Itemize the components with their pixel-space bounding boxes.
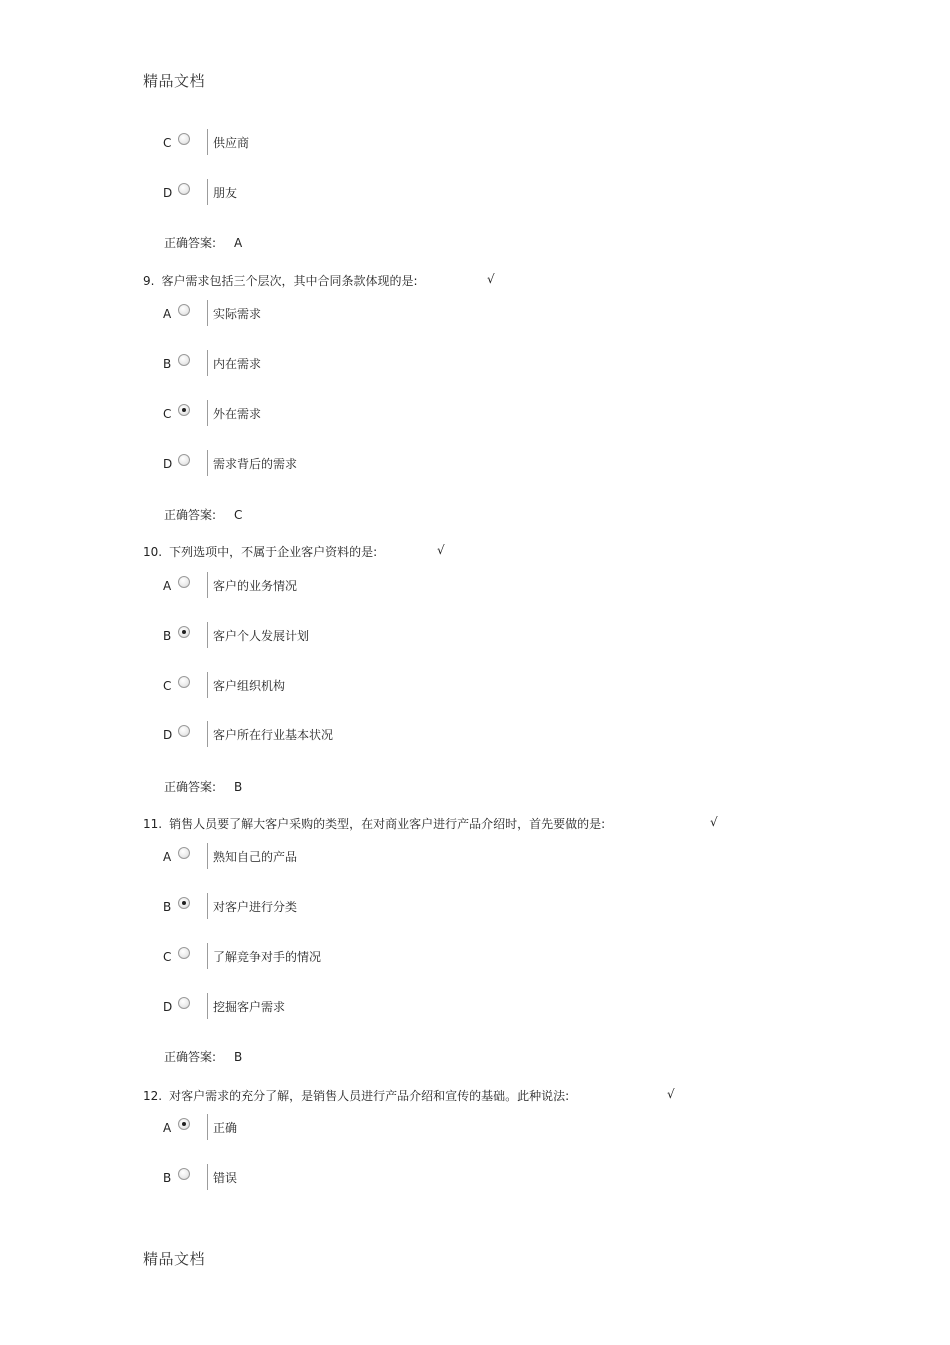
option-divider xyxy=(207,450,208,476)
option-divider xyxy=(207,993,208,1019)
question-number: 11. xyxy=(143,817,163,831)
radio-button[interactable] xyxy=(178,997,190,1009)
option-row[interactable] xyxy=(162,993,562,1019)
option-text: 挖掘客户需求 xyxy=(213,1000,286,1014)
radio-button[interactable] xyxy=(178,847,190,859)
radio-button[interactable] xyxy=(178,725,190,737)
option-text: 错误 xyxy=(213,1171,238,1185)
radio-button[interactable] xyxy=(178,304,190,316)
option-divider xyxy=(207,672,208,698)
option-text: 外在需求 xyxy=(213,407,262,421)
option-row[interactable] xyxy=(162,893,562,919)
radio-button[interactable] xyxy=(178,947,190,959)
option-divider xyxy=(207,1164,208,1190)
option-row[interactable] xyxy=(162,129,562,155)
option-divider xyxy=(207,179,208,205)
option-text: 客户的业务情况 xyxy=(213,579,298,593)
question-text: 销售人员要了解大客户采购的类型，在对商业客户进行产品介绍时，首先要做的是: xyxy=(169,817,606,831)
option-text: 客户个人发展计划 xyxy=(213,629,310,643)
check-mark: √ xyxy=(437,543,445,557)
option-text: 对客户进行分类 xyxy=(213,900,298,914)
option-letter: C xyxy=(163,950,172,964)
question-number: 10. xyxy=(143,545,163,559)
radio-button[interactable] xyxy=(178,1168,190,1180)
option-row[interactable] xyxy=(162,300,562,326)
option-row[interactable] xyxy=(162,1114,562,1140)
question-text: 下列选项中，不属于企业客户资料的是: xyxy=(169,545,378,559)
option-letter: B xyxy=(163,629,172,643)
option-text: 内在需求 xyxy=(213,357,262,371)
answer-label: 正确答案: xyxy=(164,508,217,522)
option-row[interactable] xyxy=(162,350,562,376)
radio-button[interactable] xyxy=(178,576,190,588)
option-text: 正确 xyxy=(213,1121,238,1135)
option-letter: A xyxy=(163,307,172,321)
question-text: 对客户需求的充分了解，是销售人员进行产品介绍和宣传的基础。此种说法: xyxy=(169,1089,570,1103)
option-text: 了解竞争对手的情况 xyxy=(213,950,322,964)
question-title xyxy=(143,543,377,560)
answer-label: 正确答案: xyxy=(164,1050,217,1064)
radio-button[interactable] xyxy=(178,454,190,466)
check-mark: √ xyxy=(667,1087,675,1101)
radio-button-selected[interactable] xyxy=(178,626,190,638)
option-row[interactable] xyxy=(162,622,562,648)
option-row[interactable] xyxy=(162,450,562,476)
check-mark: √ xyxy=(710,815,718,829)
question-text: 客户需求包括三个层次，其中合同条款体现的是: xyxy=(161,274,418,288)
radio-button[interactable] xyxy=(178,354,190,366)
radio-button[interactable] xyxy=(178,676,190,688)
option-letter: B xyxy=(163,900,172,914)
option-divider xyxy=(207,843,208,869)
option-divider xyxy=(207,350,208,376)
question-title xyxy=(143,1087,569,1104)
option-divider xyxy=(207,300,208,326)
option-divider xyxy=(207,1114,208,1140)
answer-value: B xyxy=(234,1050,243,1064)
option-letter: B xyxy=(163,357,172,371)
question-number: 9. xyxy=(143,274,155,288)
radio-button[interactable] xyxy=(178,133,190,145)
option-divider xyxy=(207,129,208,155)
option-text: 客户所在行业基本状况 xyxy=(213,728,334,742)
option-divider xyxy=(207,400,208,426)
question-title xyxy=(143,815,605,832)
correct-answer xyxy=(164,778,242,795)
option-letter: C xyxy=(163,136,172,150)
option-row[interactable] xyxy=(162,400,562,426)
option-letter: C xyxy=(163,407,172,421)
radio-button-selected[interactable] xyxy=(178,897,190,909)
watermark-top: 精品文档 xyxy=(143,72,206,90)
option-divider xyxy=(207,893,208,919)
option-row[interactable] xyxy=(162,943,562,969)
option-letter: A xyxy=(163,579,172,593)
answer-value: B xyxy=(234,780,243,794)
watermark-bottom: 精品文档 xyxy=(143,1250,206,1268)
option-text: 朋友 xyxy=(213,186,238,200)
answer-label: 正确答案: xyxy=(164,780,217,794)
option-divider xyxy=(207,572,208,598)
option-divider xyxy=(207,943,208,969)
option-letter: A xyxy=(163,850,172,864)
option-text: 实际需求 xyxy=(213,307,262,321)
question-title xyxy=(143,272,418,289)
radio-button-selected[interactable] xyxy=(178,404,190,416)
option-row[interactable] xyxy=(162,179,562,205)
option-letter: D xyxy=(163,1000,173,1014)
option-row[interactable] xyxy=(162,572,562,598)
option-divider xyxy=(207,622,208,648)
option-letter: D xyxy=(163,728,173,742)
question-number: 12. xyxy=(143,1089,163,1103)
option-letter: A xyxy=(163,1121,172,1135)
radio-button-selected[interactable] xyxy=(178,1118,190,1130)
correct-answer xyxy=(164,1048,242,1065)
correct-answer xyxy=(164,506,242,523)
option-letter: C xyxy=(163,679,172,693)
option-letter: D xyxy=(163,186,173,200)
option-text: 供应商 xyxy=(213,136,250,150)
option-text: 熟知自己的产品 xyxy=(213,850,298,864)
answer-value: A xyxy=(234,236,243,250)
radio-button[interactable] xyxy=(178,183,190,195)
option-letter: B xyxy=(163,1171,172,1185)
option-row[interactable] xyxy=(162,721,562,747)
answer-label: 正确答案: xyxy=(164,236,217,250)
option-text: 需求背后的需求 xyxy=(213,457,298,471)
answer-value: C xyxy=(234,508,243,522)
correct-answer xyxy=(164,234,242,251)
option-text: 客户组织机构 xyxy=(213,679,286,693)
option-divider xyxy=(207,721,208,747)
check-mark: √ xyxy=(487,272,495,286)
option-row[interactable] xyxy=(162,1164,562,1190)
option-letter: D xyxy=(163,457,173,471)
option-row[interactable] xyxy=(162,843,562,869)
option-row[interactable] xyxy=(162,672,562,698)
